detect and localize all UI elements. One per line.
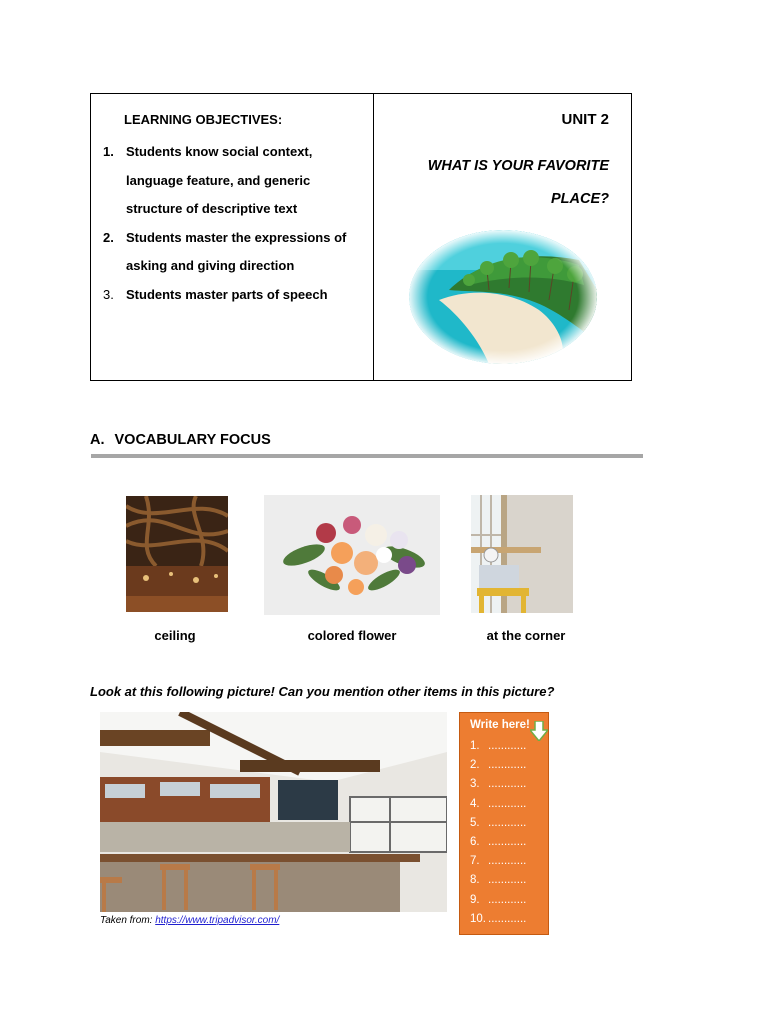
objective-item-1 [103,138,361,224]
objective-text [126,224,346,281]
objective-line: asking and giving direction [126,258,295,273]
section-title: VOCABULARY FOCUS [114,432,271,448]
answer-blank: ............ [488,874,527,887]
answer-number: 9. [470,893,480,906]
section-divider [91,454,643,458]
beach-island-image [409,230,597,364]
objectives-heading: LEARNING OBJECTIVES: [124,112,283,127]
answer-blank: ............ [488,797,527,810]
vocab-caption: ceiling [154,628,196,643]
colored-flower-photo [264,495,440,615]
unit-header-table [90,93,632,381]
cafe-interior-photo [100,712,447,912]
answer-number: 5. [470,816,480,829]
answer-number: 6. [470,836,480,849]
objective-line: Students master parts of speech [126,286,328,302]
objectives-list [103,138,361,309]
vocab-caption: at the corner [486,628,566,643]
answer-blank: ............ [488,759,527,772]
corner-photo [471,495,573,613]
answer-blank: ............ [488,740,527,752]
answer-line[interactable] [470,833,526,852]
objective-line: structure of descriptive text [126,201,298,216]
answer-line[interactable] [470,737,526,756]
answer-blank: ............ [488,816,527,829]
objective-number: 2. [103,229,114,245]
answer-line[interactable] [470,756,526,775]
section-heading [90,432,271,448]
objective-line: Students master the expressions of [126,229,347,245]
answer-blank: ............ [488,855,527,868]
answer-box [459,712,549,935]
objective-item-3 [103,281,361,310]
unit-title [379,150,609,216]
objective-number: 1. [103,144,114,159]
objective-line: language feature, and generic [126,172,311,188]
answer-number: 3. [470,778,480,791]
section-letter: A. [90,432,105,448]
photo-credit [100,915,279,926]
vocab-caption: colored flower [307,628,397,643]
answer-line[interactable] [470,910,526,929]
answer-blank: ............ [488,893,527,906]
down-arrow-icon [530,721,548,741]
answer-line[interactable] [470,814,526,833]
unit-label: UNIT 2 [561,111,609,128]
credit-link[interactable]: https://www.tripadvisor.com/ [155,915,280,926]
answer-number: 1. [470,740,480,752]
answer-number: 10. [470,912,486,925]
objective-text [126,281,328,310]
answer-number: 7. [470,855,480,868]
unit-title-line: WHAT IS YOUR FAVORITE [427,158,609,174]
answer-line[interactable] [470,871,526,890]
answer-box-heading: Write here! [470,719,530,731]
answer-number: 2. [470,759,480,772]
table-divider [373,94,374,380]
answer-blank: ............ [488,912,527,925]
answer-blank: ............ [488,836,527,849]
answer-number: 4. [470,797,480,810]
answer-line[interactable] [470,775,526,794]
ceiling-photo [126,496,228,612]
objective-text [126,138,312,224]
objective-number: 3. [103,286,114,302]
unit-title-line: PLACE? [551,191,609,207]
answer-number: 8. [470,874,480,887]
answer-line[interactable] [470,795,526,814]
answer-lines [470,737,526,929]
answer-blank: ............ [488,778,527,791]
answer-line[interactable] [470,852,526,871]
credit-prefix: Taken from: [100,915,153,926]
objective-item-2 [103,224,361,281]
instruction-text: Look at this following picture! Can you mention other items in this picture? [90,684,555,699]
objective-line: Students know social context, [126,144,313,159]
answer-line[interactable] [470,891,526,910]
